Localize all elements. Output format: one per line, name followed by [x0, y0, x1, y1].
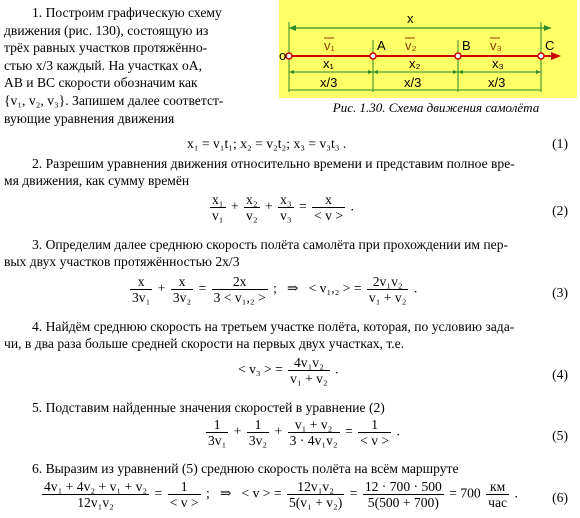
p1-line1: 1. Построим графическую схему: [32, 5, 222, 20]
equation-6: [40, 479, 518, 510]
eq5-n3: v₁ + v₂: [288, 417, 340, 433]
eq2-plus1: +: [230, 198, 239, 214]
eq2-frac1: [210, 192, 226, 223]
point-c-marker: [538, 53, 544, 59]
equation-3: [128, 274, 417, 305]
eq6-n4: 12 · 700 · 500: [364, 479, 442, 494]
point-o-label: o: [279, 48, 287, 63]
p4-line1: 4. Найдём среднюю скорость на третьем участке полёта, которая, по условию зада-: [32, 319, 515, 334]
p1-line3: трёх равных участков протяжённо-: [4, 40, 208, 56]
point-a-label: A: [377, 38, 386, 53]
eq4-frac: [288, 355, 330, 386]
eq5-d2: 3v₂: [248, 433, 268, 448]
p1-line2: движения (рис. 130), состоящую из: [4, 22, 209, 38]
equation-2: [208, 192, 354, 223]
eq6-unit: [486, 479, 509, 510]
eq2-plus2: +: [264, 198, 273, 214]
equation-6-number: (6): [552, 490, 568, 505]
eq6-result: 700: [460, 485, 481, 501]
eq6-n1: 4v₁ + 4v₂ + v₁ + v₂: [44, 479, 148, 494]
eq6-frac2: [168, 479, 201, 510]
eq4-d: v₁ + v₂: [290, 371, 328, 386]
equation-4-number: (4): [552, 367, 568, 382]
p1-line5: АВ и ВС скорости обозначим как: [4, 75, 198, 91]
x3-label: x₃: [492, 56, 504, 71]
p1-line6: {v₁, v₂, v₃}. Запишем далее соответст-: [4, 92, 224, 108]
p5-line1: 5. Подставим найденные значения скоростей в уравнение (2): [32, 400, 385, 415]
eq5-n2: 1: [247, 417, 269, 433]
eq6-equals2: =: [349, 485, 358, 501]
paragraph-6: [4, 460, 572, 477]
eq2-d3: v₃: [280, 208, 292, 223]
eq5-frac2: [247, 417, 269, 448]
eq4-n: 4v₁v₂: [288, 355, 330, 371]
x1-label: x₁: [323, 56, 334, 71]
total-x-label: x: [407, 11, 414, 26]
paragraph-1: [4, 4, 274, 127]
eq3-frac4: [367, 274, 409, 305]
v3-label: v₃: [490, 38, 502, 53]
eq3-n1: x: [130, 274, 152, 290]
eq6-frac4: [363, 479, 444, 510]
equation-5: [204, 417, 400, 448]
eq3-frac2: [171, 274, 193, 305]
eq6-equals3: =: [449, 485, 457, 501]
p2-line2: мя движения, как сумму времён: [4, 173, 190, 188]
point-o-marker: [286, 53, 292, 59]
figure-caption: Рис. 1.30. Схема движения самолёта: [332, 100, 540, 115]
equation-5-number: (5): [552, 428, 568, 443]
eq3-d1: 3v₁: [132, 290, 151, 305]
eq5-equals: =: [345, 423, 353, 439]
eq6-frac1: [42, 479, 149, 510]
equation-4: [238, 355, 339, 386]
eq3-d3: 3 < v₁,₂ >: [213, 290, 266, 305]
eq5-n1: 1: [206, 417, 228, 433]
eq4-lhs: < v₃ > =: [238, 361, 283, 377]
eq6-frac3: [287, 479, 344, 510]
eq3-n3: 2x: [212, 274, 268, 290]
equation-2-number: (2): [552, 203, 568, 218]
eq6-equals1: =: [154, 485, 163, 501]
p1-line4: стью x/3 каждый. На участках оА,: [4, 57, 202, 73]
eq2-d4: < v >: [314, 208, 344, 223]
paragraph-4: [4, 318, 572, 352]
eq3-n2: x: [171, 274, 193, 290]
eq3-plus: +: [157, 280, 166, 296]
eq6-n3: 12v₁v₂: [287, 479, 344, 495]
eq5-frac1: [206, 417, 228, 448]
eq3-equals: =: [198, 280, 207, 296]
eq5-frac3: [288, 417, 340, 448]
eq2-frac2: [244, 192, 260, 223]
eq6-unit-num: км: [486, 479, 509, 495]
eq2-n1: x₁: [212, 192, 224, 207]
eq3-mid: ; ⇒ < v₁,₂ > =: [273, 280, 362, 296]
eq2-frac4: [312, 192, 345, 223]
equation-3-number: (3): [552, 285, 568, 300]
eq5-n4: 1: [358, 417, 391, 433]
third2-label: x/3: [404, 75, 422, 90]
p1-line7: вующие уравнения движения: [4, 110, 175, 126]
eq2-n3: x₃: [280, 192, 292, 207]
eq3-d4: v₁ + v₂: [368, 290, 407, 305]
eq6-d3: 5(v₁ + v₂): [288, 495, 343, 510]
p4-line2: чи, в два раза больше средней скорости на первых двух участках, т.е.: [4, 336, 405, 351]
equation-1: x₁ = v₁t₁; x₂ = v₂t₂; x₃ = v₃t₃ .: [187, 136, 347, 151]
point-c-label: C: [545, 38, 555, 53]
eq2-frac3: [278, 192, 294, 223]
eq3-frac1: [130, 274, 152, 305]
paragraph-2: [4, 155, 572, 189]
eq3-end: .: [413, 280, 418, 296]
eq6-d4: 5(500 + 700): [367, 495, 439, 510]
eq5-d3: 3 · 4v₁v₂: [289, 433, 338, 448]
eq5-d1: 3v₁: [208, 433, 227, 448]
p6-line1: 6. Выразим из уравнений (5) среднюю скорость полёта на всём маршруте: [32, 461, 459, 476]
eq3-d2: 3v₂: [172, 290, 192, 305]
eq2-equals: =: [299, 198, 307, 214]
p2-line1: 2. Разрешим уравнения движения относительно времени и представим полное вре-: [32, 156, 515, 171]
eq3-frac3: [212, 274, 268, 305]
eq2-d2: v₂: [246, 208, 258, 223]
paragraph-5: [4, 399, 572, 416]
eq3-n4: 2v₁v₂: [367, 274, 409, 290]
point-b-marker: [455, 53, 461, 59]
eq6-n2: 1: [168, 479, 201, 495]
point-b-label: B: [462, 38, 471, 53]
eq2-end: .: [350, 198, 354, 214]
eq6-unit-den: час: [488, 495, 508, 510]
eq5-plus2: +: [274, 423, 283, 439]
eq4-end: .: [335, 361, 339, 377]
eq2-n4: x: [312, 192, 345, 208]
paragraph-3: [4, 236, 572, 270]
p3-line2: вых двух участков протяжённостью 2x/3: [4, 254, 240, 269]
p3-line1: 3. Определим далее среднюю скорость полёта самолёта при прохождении им пер-: [32, 237, 509, 252]
equation-1-number: (1): [552, 136, 568, 151]
motion-diagram: [279, 0, 577, 98]
eq6-mid: ; ⇒ < v > =: [205, 485, 282, 501]
v1-label: v₁: [324, 38, 335, 53]
eq6-end: .: [514, 485, 518, 501]
eq5-end: .: [396, 423, 400, 439]
eq2-n2: x₂: [246, 192, 258, 207]
eq6-d2: < v >: [169, 495, 199, 510]
eq6-d1: 12v₁v₂: [77, 495, 114, 510]
point-a-marker: [370, 53, 376, 59]
third3-label: x/3: [488, 75, 506, 90]
third1-label: x/3: [320, 75, 338, 90]
eq2-d1: v₁: [212, 208, 224, 223]
v2-label: v₂: [405, 38, 417, 53]
eq5-frac4: [358, 417, 391, 448]
eq5-d4: < v >: [360, 433, 390, 448]
eq5-plus1: +: [233, 423, 242, 439]
x2-label: x₂: [409, 56, 421, 71]
